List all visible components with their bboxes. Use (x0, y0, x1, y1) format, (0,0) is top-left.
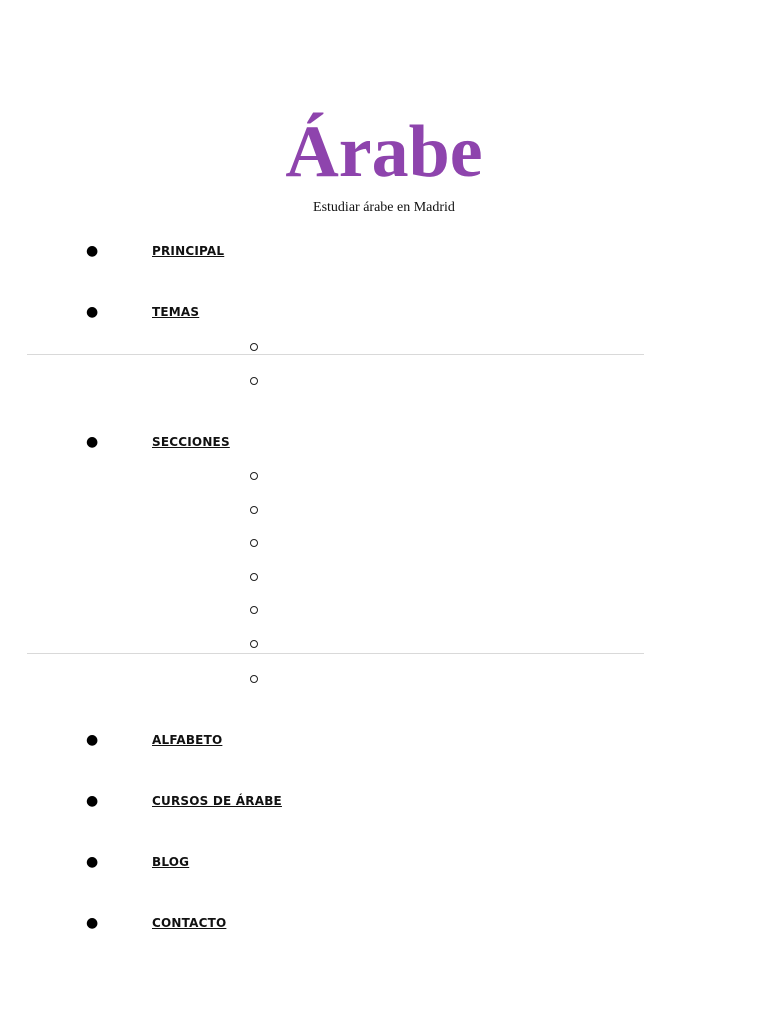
submenu-item-secciones-5[interactable] (250, 606, 258, 614)
disc-bullet-icon: ● (86, 732, 99, 748)
submenu-item-secciones-7[interactable] (250, 675, 258, 683)
menu-item-blog[interactable]: BLOG (152, 855, 190, 869)
submenu-item-secciones-2[interactable] (250, 506, 258, 514)
disc-bullet-icon: ● (86, 793, 99, 809)
menu-item-cursos-de-arabe[interactable]: CURSOS DE ÁRABE (152, 794, 282, 808)
submenu-item-secciones-4[interactable] (250, 573, 258, 581)
submenu-item-temas-1[interactable] (250, 343, 258, 351)
menu-item-contacto[interactable]: CONTACTO (152, 916, 227, 930)
site-title-link[interactable]: Árabe (285, 111, 483, 193)
divider (27, 354, 644, 355)
site-tagline: Estudiar árabe en Madrid (313, 200, 455, 215)
submenu-item-secciones-3[interactable] (250, 539, 258, 547)
menu-item-temas[interactable]: TEMAS (152, 305, 200, 319)
menu-item-principal[interactable]: PRINCIPAL (152, 244, 225, 258)
divider (27, 653, 644, 654)
submenu-item-temas-2[interactable] (250, 377, 258, 385)
disc-bullet-icon: ● (86, 915, 99, 931)
menu-item-alfabeto[interactable]: ALFABETO (152, 733, 223, 747)
disc-bullet-icon: ● (86, 434, 99, 450)
disc-bullet-icon: ● (86, 854, 99, 870)
submenu-item-secciones-1[interactable] (250, 472, 258, 480)
submenu-item-secciones-6[interactable] (250, 640, 258, 648)
menu-item-secciones[interactable]: SECCIONES (152, 435, 230, 449)
disc-bullet-icon: ● (86, 304, 99, 320)
disc-bullet-icon: ● (86, 243, 99, 259)
